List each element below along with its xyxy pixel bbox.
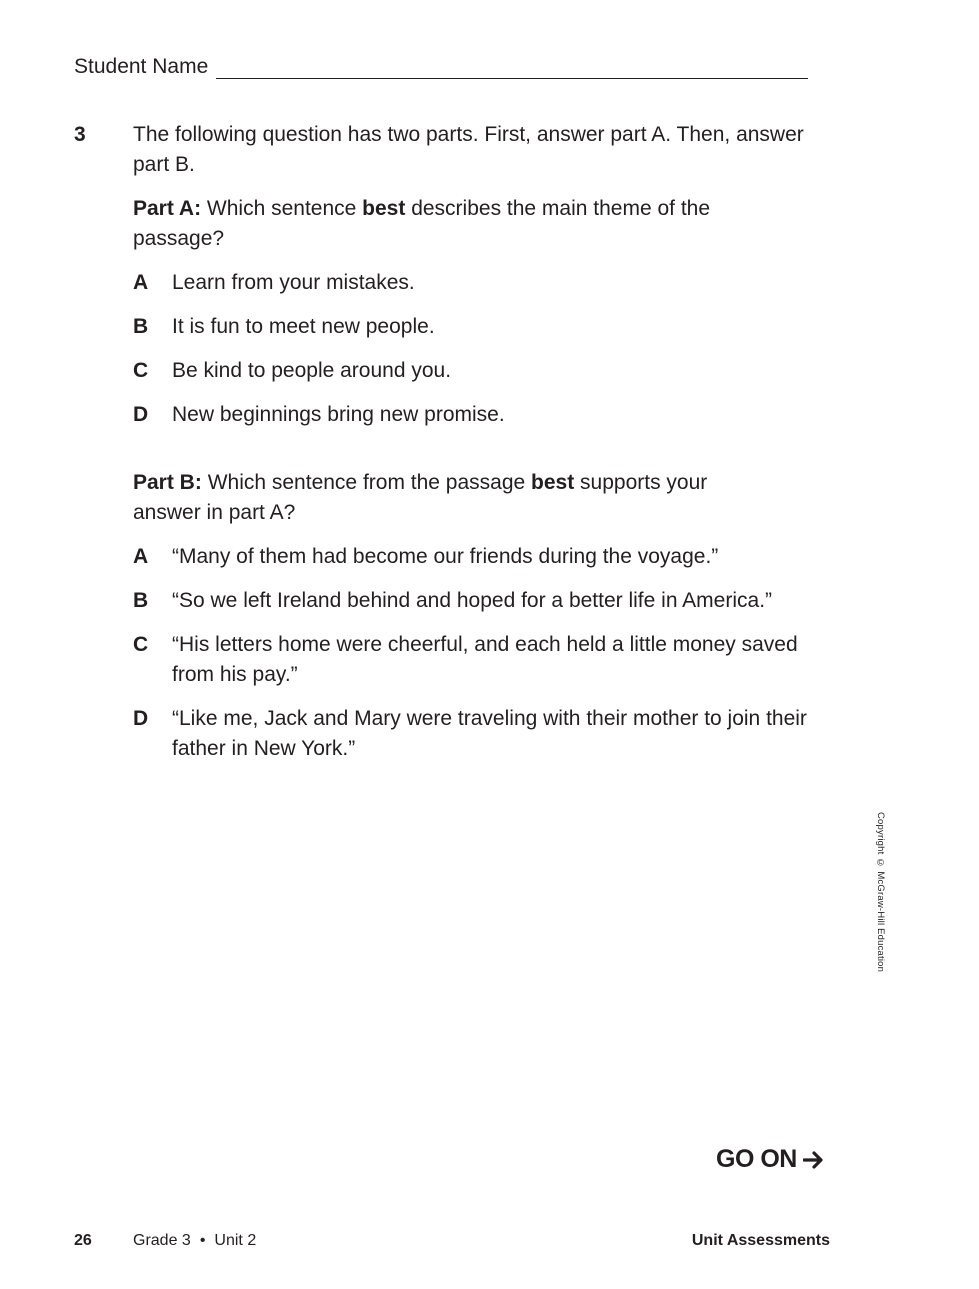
part-b-choices bbox=[133, 542, 823, 764]
choice-letter: D bbox=[133, 707, 149, 730]
part-a-prompt bbox=[133, 194, 773, 254]
choice-letter: C bbox=[133, 359, 149, 382]
part-a-choice-a[interactable] bbox=[133, 268, 823, 298]
part-b-choice-d[interactable] bbox=[133, 704, 823, 764]
choice-text: “Like me, Jack and Mary were traveling with their mother to join their father in New York.” bbox=[172, 707, 807, 760]
choice-letter: A bbox=[133, 271, 149, 294]
copyright-notice: Copyright © McGraw-Hill Education bbox=[875, 812, 886, 973]
choice-letter: B bbox=[133, 589, 149, 612]
part-a-choice-c[interactable] bbox=[133, 356, 823, 386]
separator-bullet: • bbox=[199, 1232, 206, 1249]
part-b-prompt bbox=[133, 468, 773, 528]
choice-letter: D bbox=[133, 403, 149, 426]
arrow-right-icon bbox=[803, 1150, 825, 1170]
grade-unit bbox=[133, 1232, 256, 1250]
choice-text: Be kind to people around you. bbox=[172, 359, 452, 382]
part-a-prompt-bold: best bbox=[362, 197, 406, 220]
choice-letter: C bbox=[133, 633, 149, 656]
student-name-line[interactable] bbox=[216, 58, 808, 79]
part-b-choice-a[interactable] bbox=[133, 542, 823, 572]
part-b-choice-b[interactable] bbox=[133, 586, 823, 616]
part-a-label: Part A: bbox=[133, 197, 202, 220]
part-a-choice-d[interactable] bbox=[133, 400, 823, 430]
choice-text: It is fun to meet new people. bbox=[172, 315, 435, 338]
part-b-prompt-before: Which sentence from the passage bbox=[201, 471, 532, 494]
choice-letter: A bbox=[133, 545, 149, 568]
question-intro: The following question has two parts. First, answer part A. Then, answer part B. bbox=[133, 123, 804, 176]
student-name-field bbox=[74, 55, 808, 79]
go-on-button[interactable] bbox=[716, 1145, 825, 1174]
choice-text: Learn from your mistakes. bbox=[172, 271, 415, 294]
page-number: 26 bbox=[74, 1232, 92, 1249]
grade-label: Grade 3 bbox=[133, 1232, 191, 1249]
choice-text: “So we left Ireland behind and hoped for a better life in America.” bbox=[172, 589, 773, 612]
part-a-prompt-after: describes the main theme of the passage? bbox=[133, 197, 711, 250]
part-a-choice-b[interactable] bbox=[133, 312, 823, 342]
part-b-prompt-after: supports your answer in part A? bbox=[133, 471, 708, 524]
student-name-label: Student Name bbox=[74, 55, 209, 78]
choice-text: “Many of them had become our friends during the voyage.” bbox=[172, 545, 719, 568]
go-on-label: GO ON bbox=[716, 1145, 797, 1173]
part-b-choice-c[interactable] bbox=[133, 630, 823, 690]
part-b-label: Part B: bbox=[133, 471, 202, 494]
part-a-choices bbox=[133, 268, 823, 430]
question-body bbox=[133, 120, 823, 778]
section-title: Unit Assessments bbox=[691, 1232, 830, 1249]
part-a-prompt-before: Which sentence bbox=[201, 197, 363, 220]
question-number: 3 bbox=[74, 123, 86, 146]
choice-letter: B bbox=[133, 315, 149, 338]
unit-label: Unit 2 bbox=[214, 1232, 257, 1249]
choice-text: “His letters home were cheerful, and each held a little money saved from his pay.” bbox=[172, 633, 798, 686]
part-b-prompt-bold: best bbox=[531, 471, 575, 494]
choice-text: New beginnings bring new promise. bbox=[172, 403, 505, 426]
